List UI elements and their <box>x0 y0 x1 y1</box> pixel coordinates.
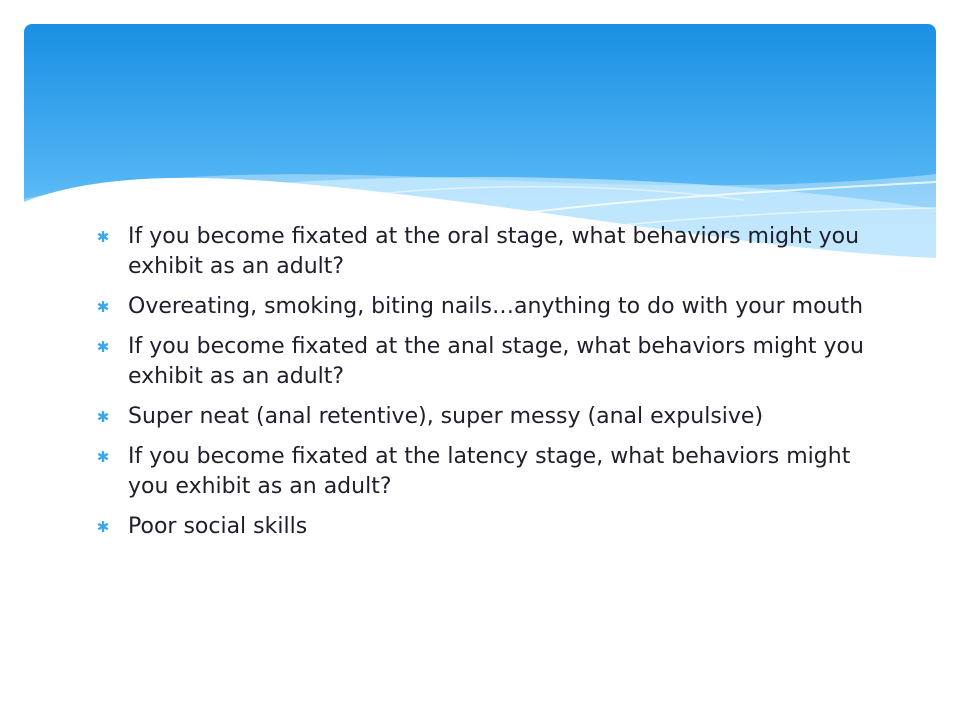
asterisk-icon: ✱ <box>96 448 110 466</box>
list-item <box>94 332 894 392</box>
asterisk-icon: ✱ <box>96 298 110 316</box>
list-item <box>94 292 894 322</box>
list-item <box>94 402 894 432</box>
asterisk-icon: ✱ <box>96 518 110 536</box>
item-text: If you become fixated at the anal stage, what behaviors might you exhibit as an adult? <box>128 334 864 389</box>
item-text: Super neat (anal retentive), super messy (anal expulsive) <box>128 404 764 429</box>
list-item <box>94 442 894 502</box>
item-text: If you become fixated at the oral stage, what behaviors might you exhibit as an adult? <box>128 224 860 279</box>
item-text: Overeating, smoking, biting nails…anything to do with your mouth <box>128 294 864 319</box>
item-text: Poor social skills <box>128 514 308 539</box>
asterisk-icon: ✱ <box>96 338 110 356</box>
item-text: If you become fixated at the latency stage, what behaviors might you exhibit as an adult? <box>128 444 851 499</box>
asterisk-icon: ✱ <box>96 228 110 246</box>
bullet-list <box>94 222 894 552</box>
list-item <box>94 222 894 282</box>
list-item <box>94 512 894 542</box>
asterisk-icon: ✱ <box>96 408 110 426</box>
